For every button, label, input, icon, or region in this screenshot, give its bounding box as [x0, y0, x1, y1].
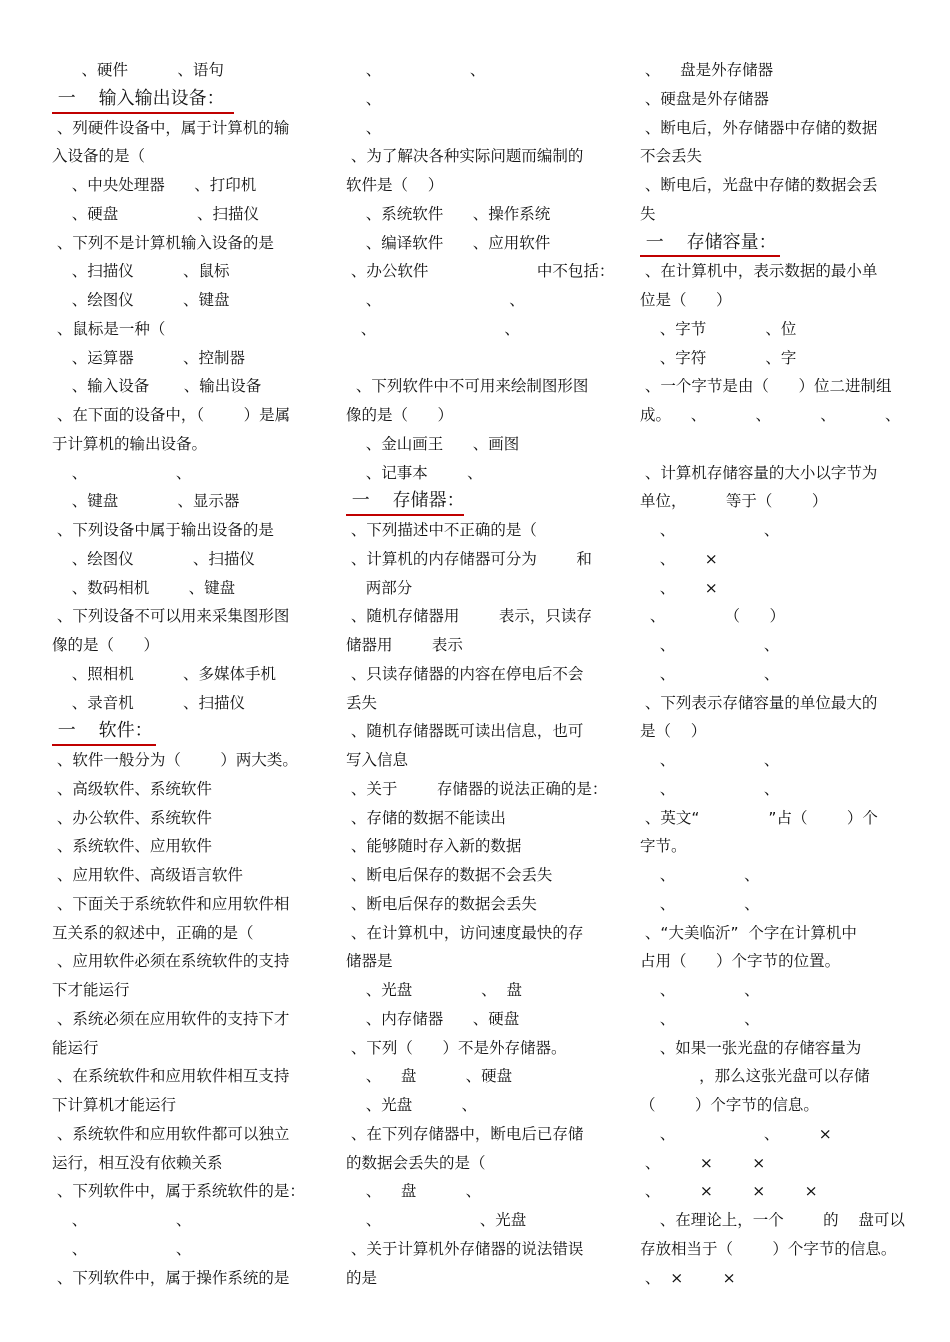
- text-line: 、在下面的设备中，（ ）是属: [52, 406, 291, 424]
- text-line: 、编译软件 、应用软件: [346, 233, 551, 252]
- text-line: 、 、: [640, 751, 780, 769]
- text-line: 、 ×: [640, 578, 718, 597]
- text-line: 、断电后，光盘中存储的数据会丢: [640, 176, 878, 194]
- text-line: 、高级软件、系统软件: [52, 779, 212, 798]
- text-line: 、 、光盘: [346, 1211, 527, 1229]
- text-line: 储器用 表示: [346, 636, 463, 654]
- text-line: 下才能运行: [52, 981, 130, 999]
- text-line: 、应用软件必须在系统软件的支持: [52, 952, 290, 971]
- text-line: 字节。: [640, 837, 687, 856]
- text-line: 、断电后，外存储器中存储的数据: [640, 118, 878, 137]
- text-line: 、录音机 、扫描仪: [52, 693, 245, 712]
- text-line: ，那么这张光盘可以存储: [640, 1067, 870, 1086]
- text-line: 、 、: [346, 291, 525, 309]
- text-line: 、绘图仪 、扫描仪: [52, 549, 255, 568]
- text-line: 、随机存储器既可读出信息，也可: [346, 722, 584, 741]
- text-line: 、下列不是计算机输入设备的是: [52, 233, 274, 252]
- text-line: 、: [346, 89, 382, 108]
- text-line: 、 盘 、硬盘: [346, 1067, 513, 1086]
- text-line: 、 、: [640, 981, 760, 999]
- text-line: 、列硬件设备中，属于计算机的输: [52, 118, 290, 137]
- text-line: 、系统软件和应用软件都可以独立: [52, 1124, 290, 1143]
- text-line: 、 、: [640, 779, 780, 798]
- text-line: 于计算机的输出设备。: [52, 434, 208, 453]
- text-line: 、计算机的内存储器可分为 和: [346, 549, 592, 568]
- text-line: 、硬盘是外存储器: [640, 89, 769, 108]
- text-line: 、内存储器 、硬盘: [346, 1009, 520, 1028]
- text-line: 互关系的叙述中，正确的是（: [52, 923, 254, 942]
- text-line: 、记事本 、: [346, 463, 483, 482]
- text-line: 、只读存储器的内容在停电后不会: [346, 664, 584, 683]
- text-line: 、 、: [640, 1009, 760, 1028]
- text-line: 、 （ ）: [640, 607, 786, 626]
- text-line: 、系统软件、应用软件: [52, 837, 212, 856]
- text-line: 、软件一般分为（ ）两大类。: [52, 751, 298, 769]
- text-line: 、在计算机中，表示数据的最小单: [640, 262, 878, 281]
- text-line: 、能够随时存入新的数据: [346, 837, 522, 856]
- text-line: 软件是（ ）: [346, 176, 444, 194]
- text-line: 、 × × ×: [640, 1182, 818, 1201]
- text-line: [346, 344, 608, 373]
- text-line: 、应用软件、高级语言软件: [52, 866, 243, 884]
- text-line: 、为了解决各种实际问题而编制的: [346, 147, 584, 166]
- text-line: 、 盘 、: [346, 1182, 482, 1201]
- heading-underline: [640, 255, 780, 257]
- text-line: 储器是: [346, 952, 393, 971]
- heading-underline: [346, 514, 464, 516]
- text-line: 、 、: [640, 521, 780, 539]
- text-line: 、在计算机中，访问速度最快的存: [346, 923, 584, 942]
- text-line: 位是（ ）: [640, 291, 732, 309]
- text-line: 、金山画王 、画图: [346, 434, 520, 453]
- text-line: 、办公软件、系统软件: [52, 808, 212, 827]
- text-line: 是（ ）: [640, 722, 707, 741]
- text-line: 、 、: [640, 664, 780, 683]
- text-line: 、绘图仪 、键盘: [52, 291, 230, 309]
- text-line: 、 、: [52, 1211, 192, 1229]
- text-line: 、在理论上，一个 的 盘可以: [640, 1211, 905, 1229]
- text-line: 像的是（ ）: [52, 636, 160, 654]
- text-line: 、一个字节是由（ ）位二进制组: [640, 377, 892, 396]
- text-line: 、断电后保存的数据不会丢失: [346, 866, 553, 884]
- text-line: 、 、 ×: [640, 1124, 832, 1143]
- section-heading: [346, 487, 608, 516]
- text-line: 、下列设备不可以用来采集图形图: [52, 607, 290, 626]
- text-line: 、: [346, 118, 382, 137]
- text-line: 、在系统软件和应用软件相互支持: [52, 1067, 290, 1086]
- section-heading: [52, 85, 314, 114]
- text-line: 、办公软件 中不包括：: [346, 262, 615, 281]
- heading-underline: [52, 112, 234, 114]
- text-line: 的是: [346, 1268, 378, 1287]
- text-line: 、键盘 、显示器: [52, 492, 240, 511]
- text-line: 像的是（ ）: [346, 406, 454, 424]
- text-line: 写入信息: [346, 751, 409, 769]
- text-line: 成。 、 、 、 、: [640, 406, 901, 424]
- section-heading: [52, 717, 314, 746]
- text-line: 、下列软件中不可用来绘制图形图: [346, 377, 589, 396]
- text-line: 两部分: [346, 578, 413, 597]
- text-line: 、 、: [346, 319, 520, 338]
- text-line: 、随机存储器用 表示，只读存: [346, 607, 592, 626]
- text-line: 、数码相机 、键盘: [52, 578, 236, 597]
- text-line: 入设备的是（: [52, 147, 146, 166]
- text-line: 、 盘是外存储器: [640, 61, 774, 79]
- text-line: 、 × ×: [640, 1153, 766, 1172]
- text-line: 、 × ×: [640, 1268, 736, 1287]
- text-line: 、下列设备中属于输出设备的是: [52, 521, 274, 539]
- text-line: 不会丢失: [640, 147, 703, 166]
- text-line: 、光盘 、: [346, 1096, 477, 1114]
- section-heading-text: 一 软件：: [52, 720, 153, 742]
- text-line: 、 、: [346, 61, 486, 79]
- text-line: 、下列表示存储容量的单位最大的: [640, 693, 878, 712]
- section-heading-text: 一 输入输出设备：: [52, 87, 225, 109]
- text-line: 、下列（ ）不是外存储器。: [346, 1038, 567, 1057]
- text-line: 、下列软件中，属于操作系统的是: [52, 1268, 290, 1287]
- text-line: 单位， 等于（ ）: [640, 492, 828, 511]
- text-line: 能运行: [52, 1038, 99, 1057]
- text-column-1: [52, 56, 314, 1292]
- text-line: 、下面关于系统软件和应用软件相: [52, 894, 290, 913]
- text-line: 占用（ ）个字节的位置。: [640, 952, 841, 971]
- text-line: 、字符 、字: [640, 348, 797, 367]
- text-line: 、关于 存储器的说法正确的是：: [346, 779, 608, 798]
- section-heading-text: 一 存储器：: [346, 490, 465, 512]
- text-line: 、 、: [640, 894, 760, 913]
- text-line: 运行，相互没有依赖关系: [52, 1153, 223, 1172]
- text-column-2: [346, 56, 615, 1292]
- text-line: 、关于计算机外存储器的说法错误: [346, 1239, 584, 1258]
- text-line: 、“大美临沂” 个字在计算机中: [640, 923, 857, 942]
- text-line: （ ）个字节的信息。: [640, 1096, 819, 1114]
- text-line: 失: [640, 204, 656, 223]
- text-line: 下计算机才能运行: [52, 1096, 177, 1114]
- text-line: 、字节 、位: [640, 319, 797, 338]
- text-line: 、 、: [52, 463, 192, 482]
- text-line: 、鼠标是一种（: [52, 319, 166, 338]
- text-line: 、断电后保存的数据会丢失: [346, 894, 537, 913]
- text-line: 、如果一张光盘的存储容量为: [640, 1038, 862, 1057]
- section-heading: [640, 229, 902, 258]
- text-line: 、 、: [640, 866, 760, 884]
- text-line: 、存储的数据不能读出: [346, 808, 506, 827]
- text-line: 、输入设备 、输出设备: [52, 377, 262, 396]
- text-line: [640, 430, 902, 459]
- text-line: 、照相机 、多媒体手机: [52, 664, 276, 683]
- text-line: 、 ×: [640, 549, 718, 568]
- text-line: 、下列描述中不正确的是（: [346, 521, 537, 539]
- text-line: 存放相当于（ ）个字节的信息。: [640, 1239, 897, 1258]
- text-line: 、系统软件 、操作系统: [346, 204, 551, 223]
- text-line: 、下列软件中，属于系统软件的是：: [52, 1182, 305, 1201]
- section-heading-text: 一 存储容量：: [640, 231, 777, 253]
- text-line: 、 、: [52, 1239, 192, 1258]
- heading-underline: [52, 744, 156, 746]
- text-line: 、中央处理器 、打印机: [52, 176, 257, 194]
- text-line: 、扫描仪 、鼠标: [52, 262, 230, 281]
- text-line: 、在下列存储器中，断电后已存储: [346, 1124, 584, 1143]
- text-line: 、英文“ ”占（ ）个: [640, 808, 878, 827]
- text-line: 、 、: [640, 636, 780, 654]
- text-line: 、光盘 、 盘: [346, 981, 523, 999]
- text-line: 、硬件 、语句: [52, 61, 224, 79]
- text-line: 的数据会丢失的是（: [346, 1153, 486, 1172]
- text-line: 、运算器 、控制器: [52, 348, 245, 367]
- text-line: 、系统必须在应用软件的支持下才: [52, 1009, 290, 1028]
- text-line: 、计算机存储容量的大小以字节为: [640, 463, 878, 482]
- text-line: 、硬盘 、扫描仪: [52, 204, 260, 223]
- text-line: 丢失: [346, 693, 378, 712]
- text-column-3: [640, 56, 905, 1292]
